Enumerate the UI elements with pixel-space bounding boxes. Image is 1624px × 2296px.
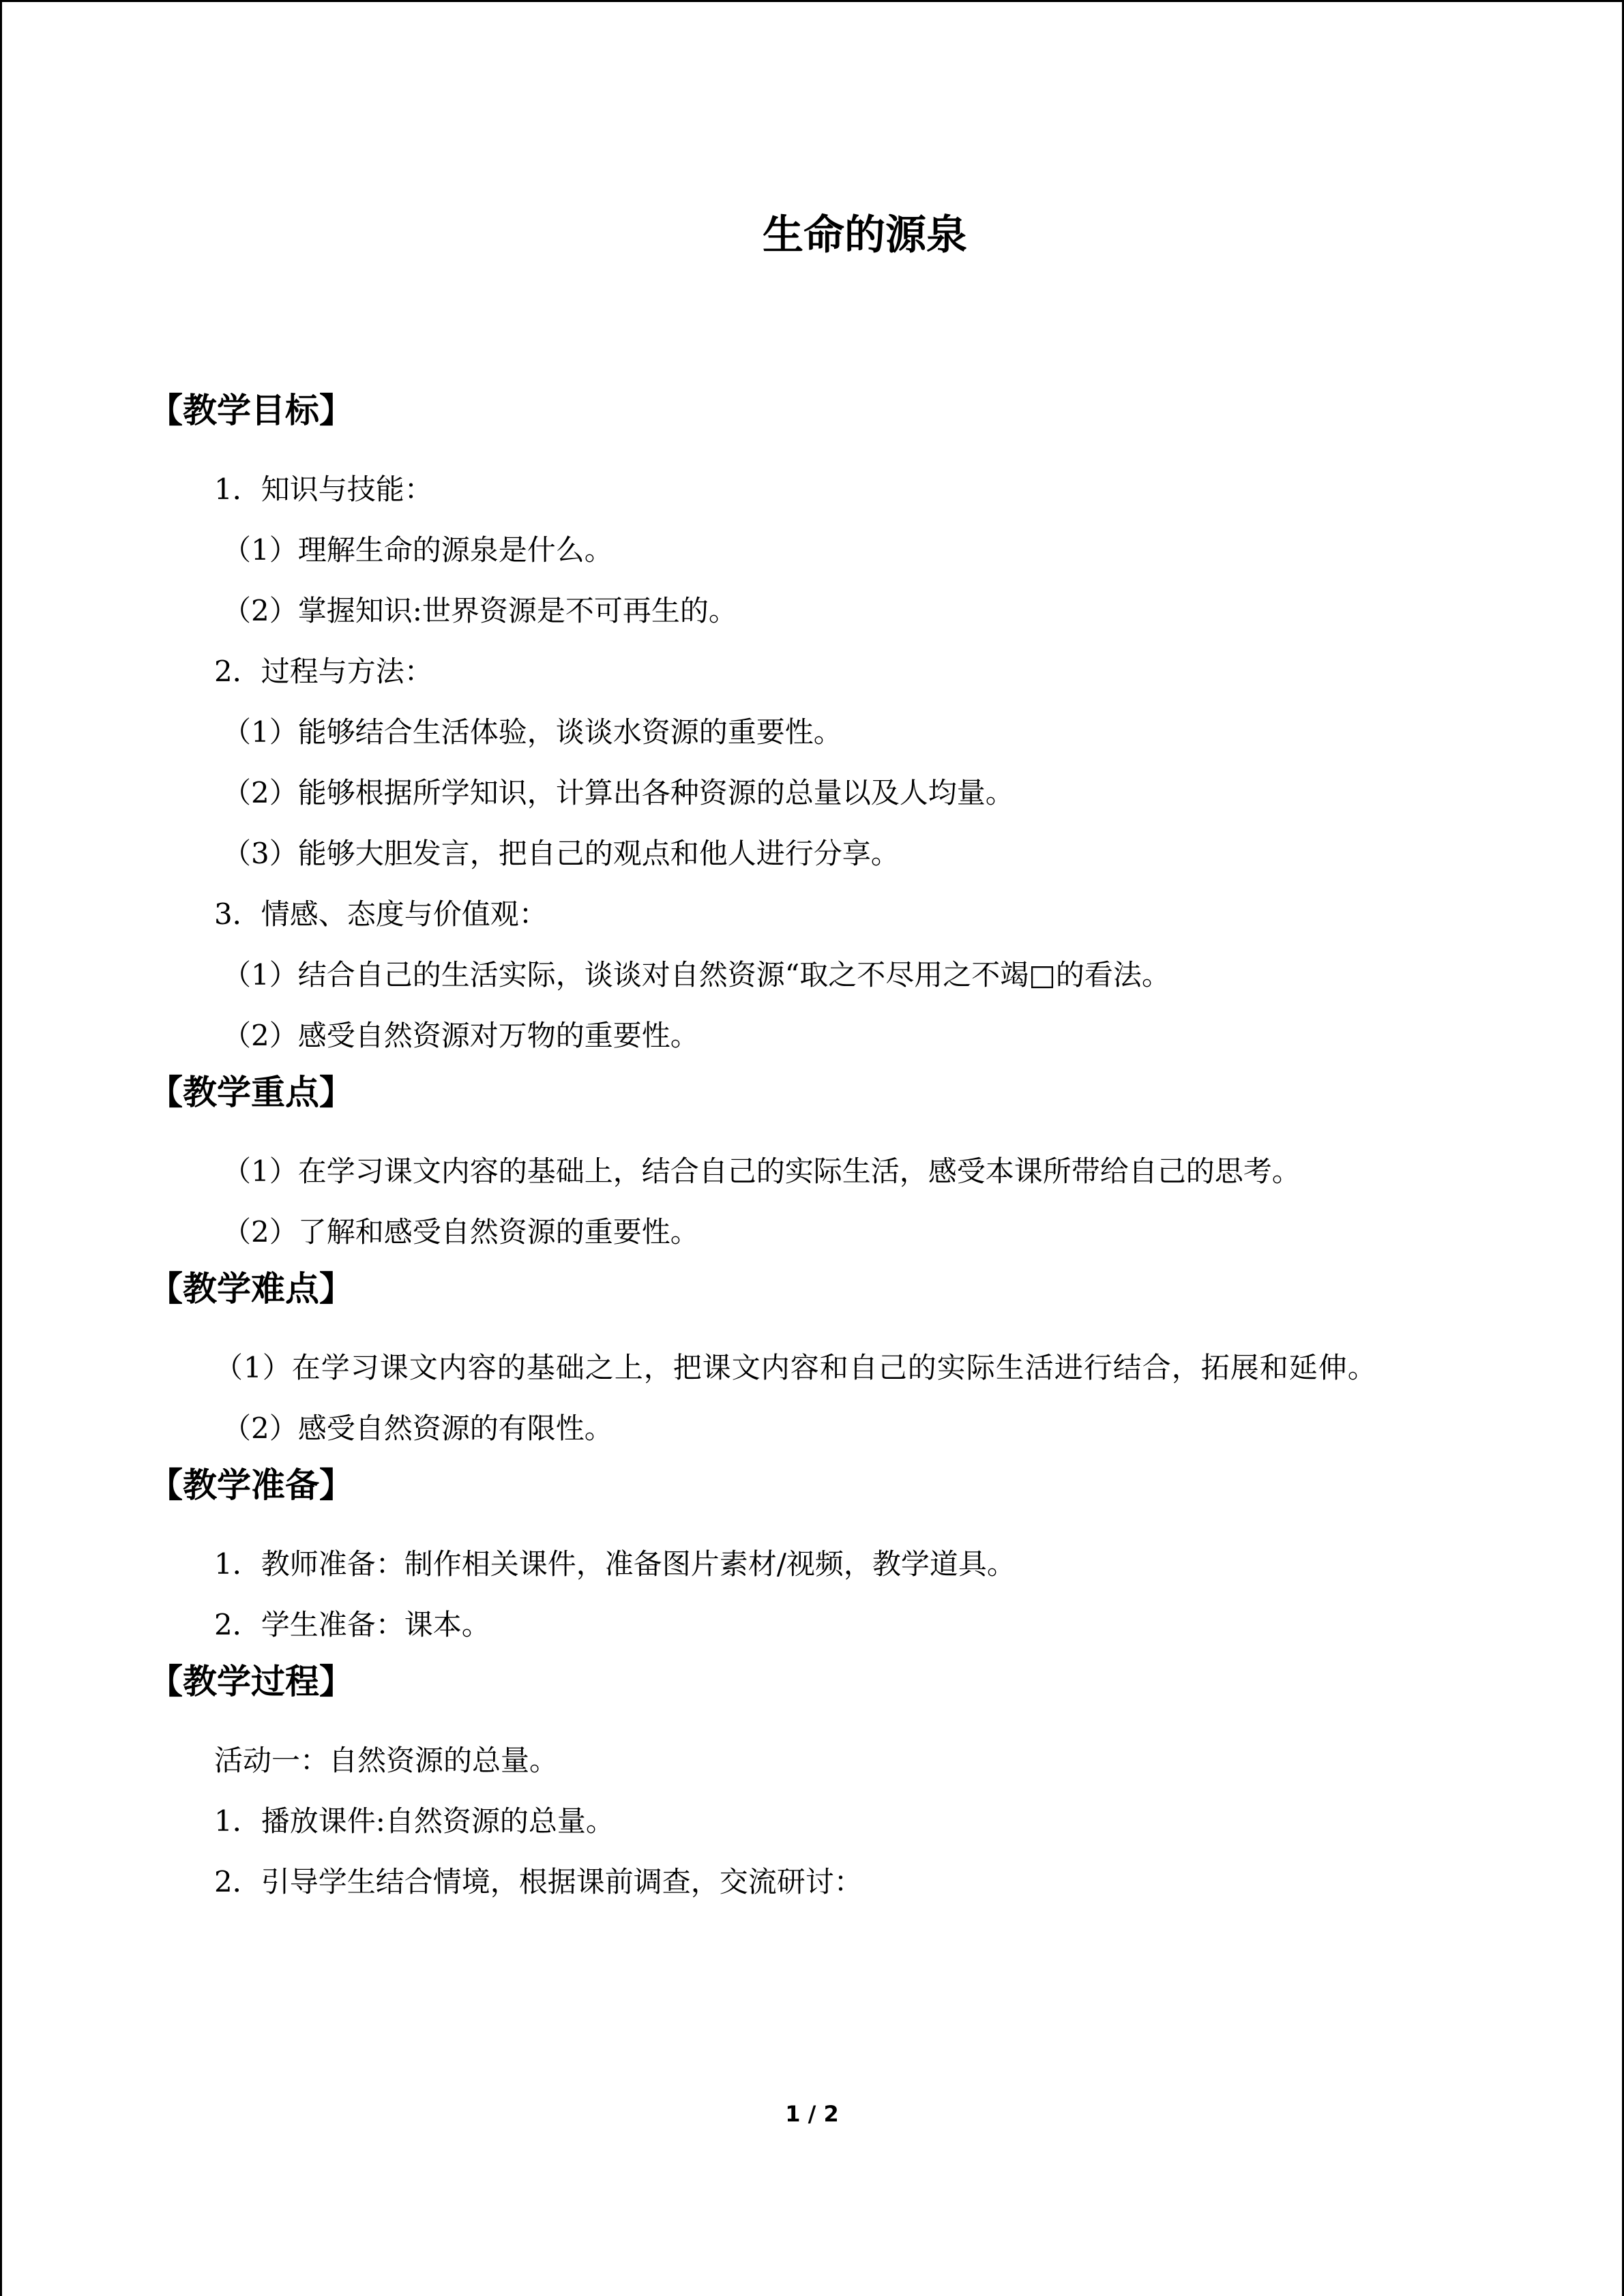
- section-difficulties: [149, 1265, 1445, 1459]
- section-key-points: [149, 1069, 1445, 1262]
- section-process: [149, 1658, 1445, 1912]
- paragraph: （2）了解和感受自然资源的重要性。: [222, 1215, 699, 1249]
- paragraph: （2）感受自然资源的有限性。: [222, 1412, 613, 1445]
- paragraph: 2．过程与方法：: [214, 655, 433, 688]
- paragraph: （1）在学习课文内容的基础上，结合自己的实际生活，感受本课所带给自己的思考。: [222, 1154, 1301, 1188]
- paragraph: （2）感受自然资源对万物的重要性。: [222, 1019, 699, 1052]
- paragraph: 2．引导学生结合情境，根据课前调查，交流研讨：: [214, 1865, 863, 1898]
- section-heading: 【教学目标】: [149, 391, 353, 430]
- section-objectives: [149, 387, 1445, 1066]
- document-title: 生命的源泉: [763, 211, 967, 259]
- paragraph: （1）理解生命的源泉是什么。: [222, 533, 613, 567]
- page-number: 1 / 2: [785, 2101, 839, 2127]
- section-preparation: [149, 1461, 1445, 1655]
- paragraph: 1．知识与技能：: [214, 473, 433, 506]
- section-heading: 【教学难点】: [149, 1269, 353, 1309]
- paragraph: 活动一：自然资源的总量。: [214, 1744, 559, 1777]
- section-heading: 【教学过程】: [149, 1662, 353, 1701]
- paragraph: 1．教师准备：制作相关课件，准备图片素材/视频，教学道具。: [214, 1547, 1016, 1581]
- document-body: [149, 208, 1445, 1915]
- paragraph: 2．学生准备：课本。: [214, 1608, 490, 1641]
- paragraph: （3）能够大胆发言，把自己的观点和他人进行分享。: [222, 837, 900, 870]
- paragraph: 3．情感、态度与价值观：: [214, 897, 548, 931]
- section-heading: 【教学重点】: [149, 1073, 353, 1112]
- paragraph: （2）能够根据所学知识，计算出各种资源的总量以及人均量。: [222, 776, 1014, 809]
- paragraph: （1）结合自己的生活实际，谈谈对自然资源“取之不尽用之不竭□的看法。: [222, 958, 1170, 992]
- paragraph: （1）能够结合生活体验，谈谈水资源的重要性。: [222, 715, 842, 749]
- paragraph: （2）掌握知识:世界资源是不可再生的。: [222, 594, 737, 627]
- section-heading: 【教学准备】: [149, 1465, 353, 1505]
- paragraph: 1．播放课件:自然资源的总量。: [214, 1804, 615, 1838]
- paragraph: （1）在学习课文内容的基础之上，把课文内容和自己的实际生活进行结合，拓展和延伸。: [214, 1351, 1377, 1384]
